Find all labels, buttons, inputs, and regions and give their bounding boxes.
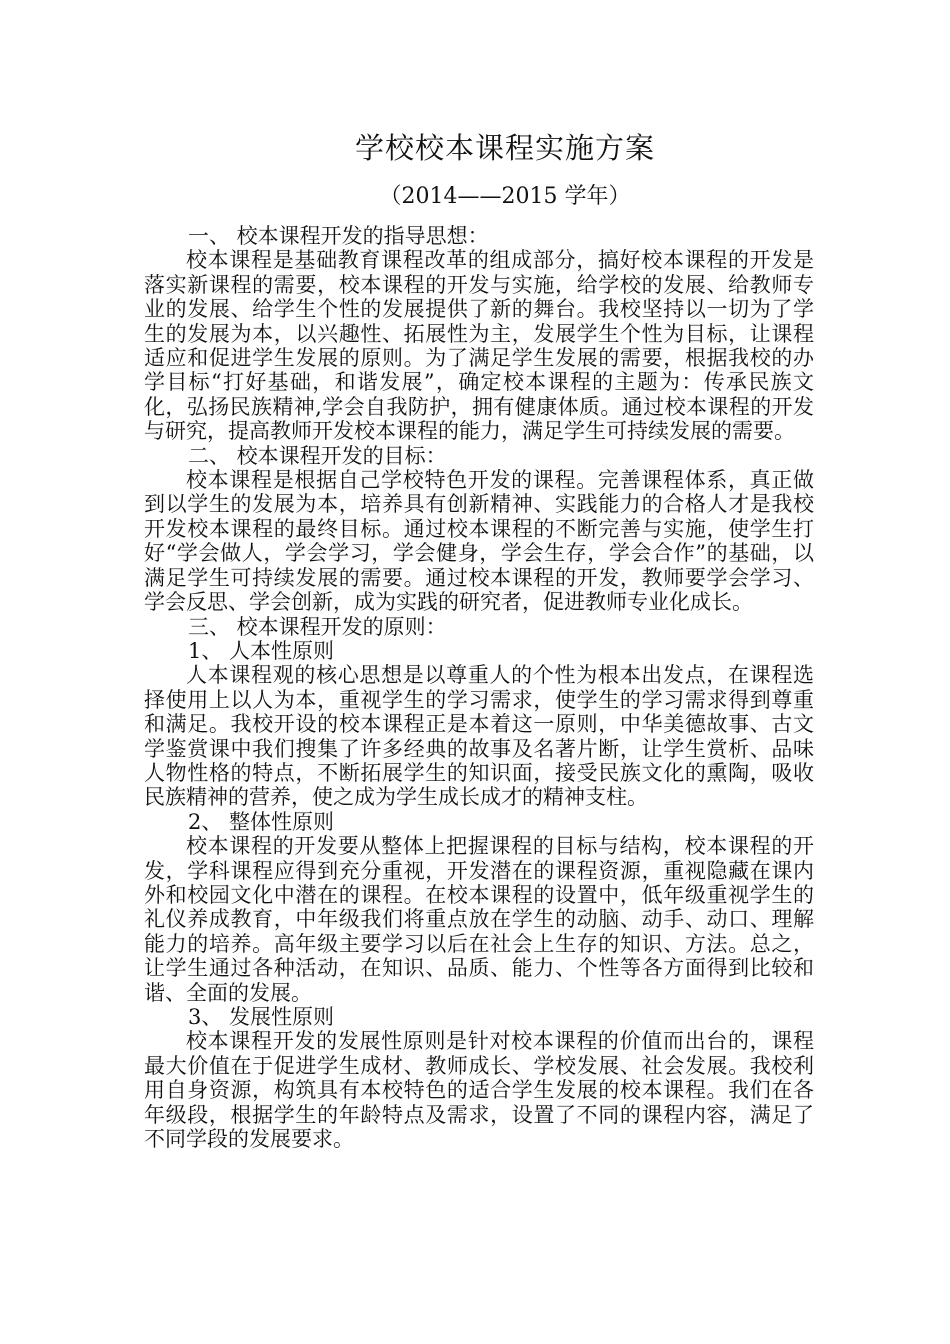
paragraph-holistic-principle: 校本课程的开发要从整体上把握课程的目标与结构，校本课程的开发，学科课程应得到充分重视，开发潜在的课程资源，重视隐藏在课内外和校园文化中潜在的课程。在校本课程的设置中，低年级重视学生的礼仪养成教育，中年级我们将重点放在学生的动脑、动手、动口、理解能力的培养。高年级主要学习以后在社会上生存的知识、方法。总之，让学生通过各种活动，在知识、品质、能力、个性等各方面得到比较和谐、全面的发展。: [144, 834, 814, 1005]
section-heading-goals: 二、 校本课程开发的目标：: [188, 443, 447, 468]
section-heading-guiding-ideas: 一、 校本课程开发的指导思想：: [188, 224, 489, 248]
document-subtitle: （2014——2015 学年）: [379, 184, 631, 209]
subheading-holistic-principle: 2、 整体性原则: [188, 809, 335, 834]
paragraph-guiding-ideas: 校本课程是基础教育课程改革的组成部分，搞好校本课程的开发是落实新课程的需要，校本课程的开发与实施，给学校的发展、给教师专业的发展、给学生个性的发展提供了新的舞台。我校坚持以一切为了学生的发展为本，以兴趣性、拓展性为主，发展学生个性为目标，让课程适应和促进学生发展的原则。为了满足学生发展的需要，根据我校的办学目标“打好基础，和谐发展”，确定校本课程的主题为：传承民族文化，弘扬民族精神,学会自我防护，拥有健康体质。通过校本课程的开发与研究，提高教师开发校本课程的能力，满足学生可持续发展的需要。: [144, 248, 814, 444]
section-heading-principles: 三、 校本课程开发的原则：: [188, 614, 447, 639]
paragraph-developmental-principle: 校本课程开发的发展性原则是针对校本课程的价值而出台的，课程最大价值在于促进学生成材、教师成长、学校发展、社会发展。我校利用自身资源，构筑具有本校特色的适合学生发展的校本课程。我们在各年级段，根据学生的年龄特点及需求，设置了不同的课程内容，满足了不同学段的发展要求。: [144, 1029, 814, 1152]
subheading-humanistic-principle: 1、 人本性原则: [188, 638, 335, 663]
document-title: 学校校本课程实施方案: [354, 131, 655, 165]
paragraph-humanistic-principle: 人本课程观的核心思想是以尊重人的个性为根本出发点，在课程选择使用上以人为本，重视学生的学习需求，使学生的学习需求得到尊重和满足。我校开设的校本课程正是本着这一原则，中华美德故事、古文学鉴赏课中我们搜集了许多经典的故事及名著片断，让学生赏析、品味人物性格的特点，不断拓展学生的知识面，接受民族文化的熏陶，吸收民族精神的营养，使之成为学生成长成才的精神支柱。: [144, 663, 814, 810]
document-body: [144, 224, 814, 1151]
paragraph-goals: 校本课程是根据自己学校特色开发的课程。完善课程体系，真正做到以学生的发展为本，培养具有创新精神、实践能力的合格人才是我校开发校本课程的最终目标。通过校本课程的不断完善与实施，使学生打好“学会做人，学会学习，学会健身，学会生存，学会合作”的基础，以满足学生可持续发展的需要。通过校本课程的开发，教师要学会学习、学会反思、学会创新，成为实践的研究者，促进教师专业化成长。: [144, 468, 814, 615]
subheading-developmental-principle: 3、 发展性原则: [188, 1005, 335, 1029]
